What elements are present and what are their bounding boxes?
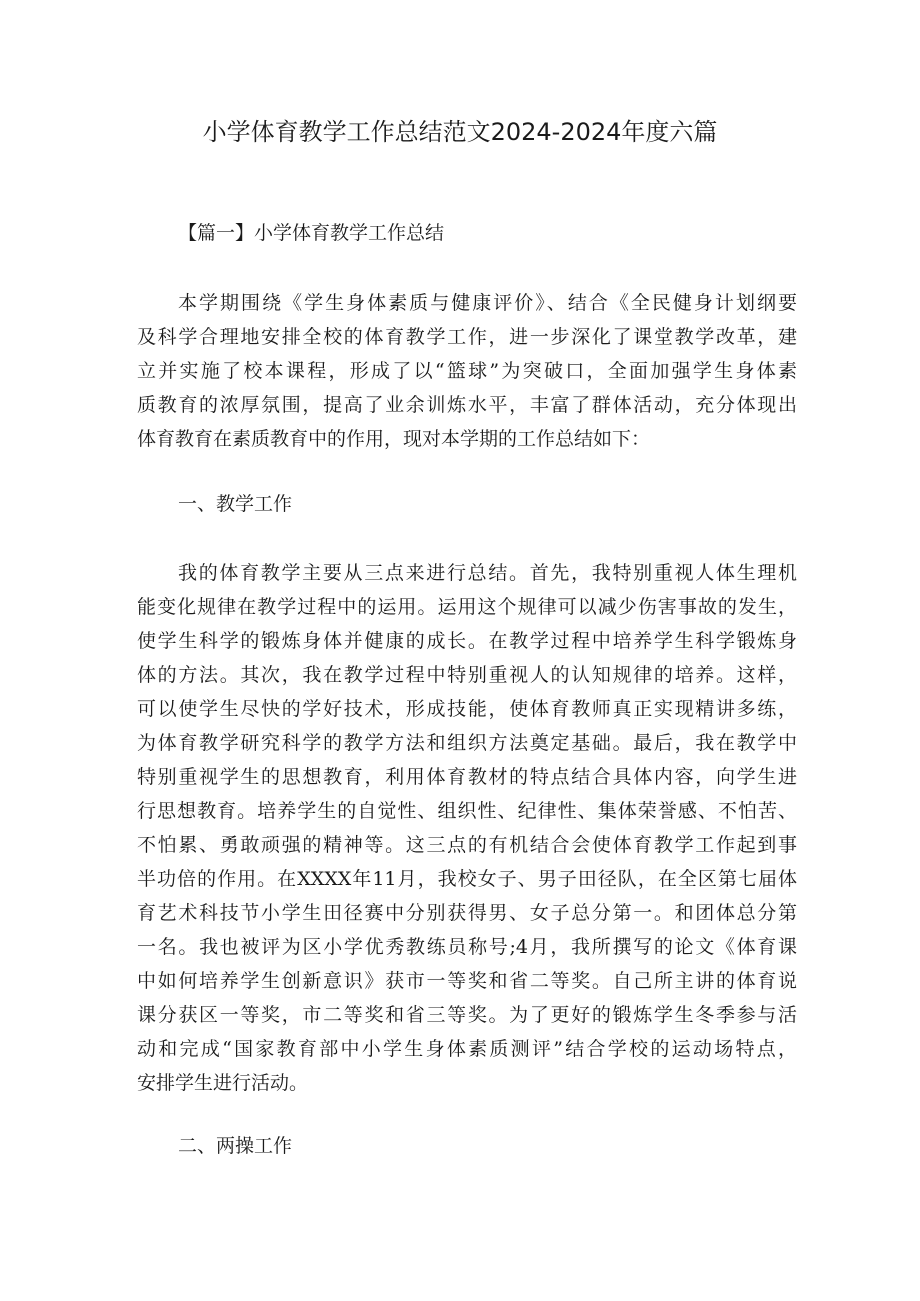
paragraph-line: 中如何培养学生创新意识》获市一等奖和省二等奖。自己所主讲的体育说 <box>137 970 797 992</box>
paragraph-line: 质教育的浓厚氛围，提高了业余训炼水平，丰富了群体活动，充分体现出 <box>137 394 797 416</box>
paragraph-line: 安排学生进行活动。 <box>137 1072 309 1094</box>
paragraph-line: 不怕累、勇敢顽强的精神等。这三点的有机结合会使体育教学工作起到事 <box>137 834 797 856</box>
paragraph-line: 特别重视学生的思想教育，利用体育教材的特点结合具体内容，向学生进 <box>137 766 797 788</box>
intro-paragraph <box>137 286 797 456</box>
section-heading-teaching: 一、教学工作 <box>178 493 293 515</box>
paragraph-line: 动和完成“国家教育部中小学生身体素质测评”结合学校的运动场特点， <box>137 1038 797 1060</box>
teaching-paragraph <box>137 556 797 1100</box>
paragraph-line: 体的方法。其次，我在教学过程中特别重视人的认知规律的培养。这样， <box>137 664 797 686</box>
paragraph-line: 使学生科学的锻炼身体并健康的成长。在教学过程中培养学生科学锻炼身 <box>137 630 797 652</box>
paragraph-line: 及科学合理地安排全校的体育教学工作，进一步深化了课堂教学改革，建 <box>137 326 797 348</box>
paragraph-line: 半功倍的作用。在XXXX年11月，我校女子、男子田径队，在全区第七届体 <box>137 868 797 890</box>
paragraph-line: 本学期围绕《学生身体素质与健康评价》、结合《全民健身计划纲要 <box>178 292 797 314</box>
paragraph-line: 立并实施了校本课程，形成了以“篮球”为突破口，全面加强学生身体素 <box>137 360 797 382</box>
paragraph-line: 体育教育在素质教育中的作用，现对本学期的工作总结如下： <box>137 428 651 450</box>
paragraph-line: 我的体育教学主要从三点来进行总结。首先，我特别重视人体生理机 <box>178 562 797 584</box>
paragraph-line: 一名。我也被评为区小学优秀教练员称号;4月，我所撰写的论文《体育课 <box>137 936 797 958</box>
article-heading: 【篇一】小学体育教学工作总结 <box>178 222 445 244</box>
paragraph-line: 可以使学生尽快的学好技术，形成技能，使体育教师真正实现精讲多练， <box>137 698 797 720</box>
paragraph-line: 课分获区一等奖，市二等奖和省三等奖。为了更好的锻炼学生冬季参与活 <box>137 1004 797 1026</box>
section-heading-exercises: 二、两操工作 <box>178 1135 293 1157</box>
paragraph-line: 能变化规律在教学过程中的运用。运用这个规律可以减少伤害事故的发生， <box>137 596 797 618</box>
paragraph-line: 育艺术科技节小学生田径赛中分别获得男、女子总分第一。和团体总分第 <box>137 902 797 924</box>
document-title: 小学体育教学工作总结范文2024-2024年度六篇 <box>202 118 718 146</box>
paragraph-line: 为体育教学研究科学的教学方法和组织方法奠定基础。最后，我在教学中 <box>137 732 797 754</box>
paragraph-line: 行思想教育。培养学生的自觉性、组织性、纪律性、集体荣誉感、不怕苦、 <box>137 800 797 822</box>
